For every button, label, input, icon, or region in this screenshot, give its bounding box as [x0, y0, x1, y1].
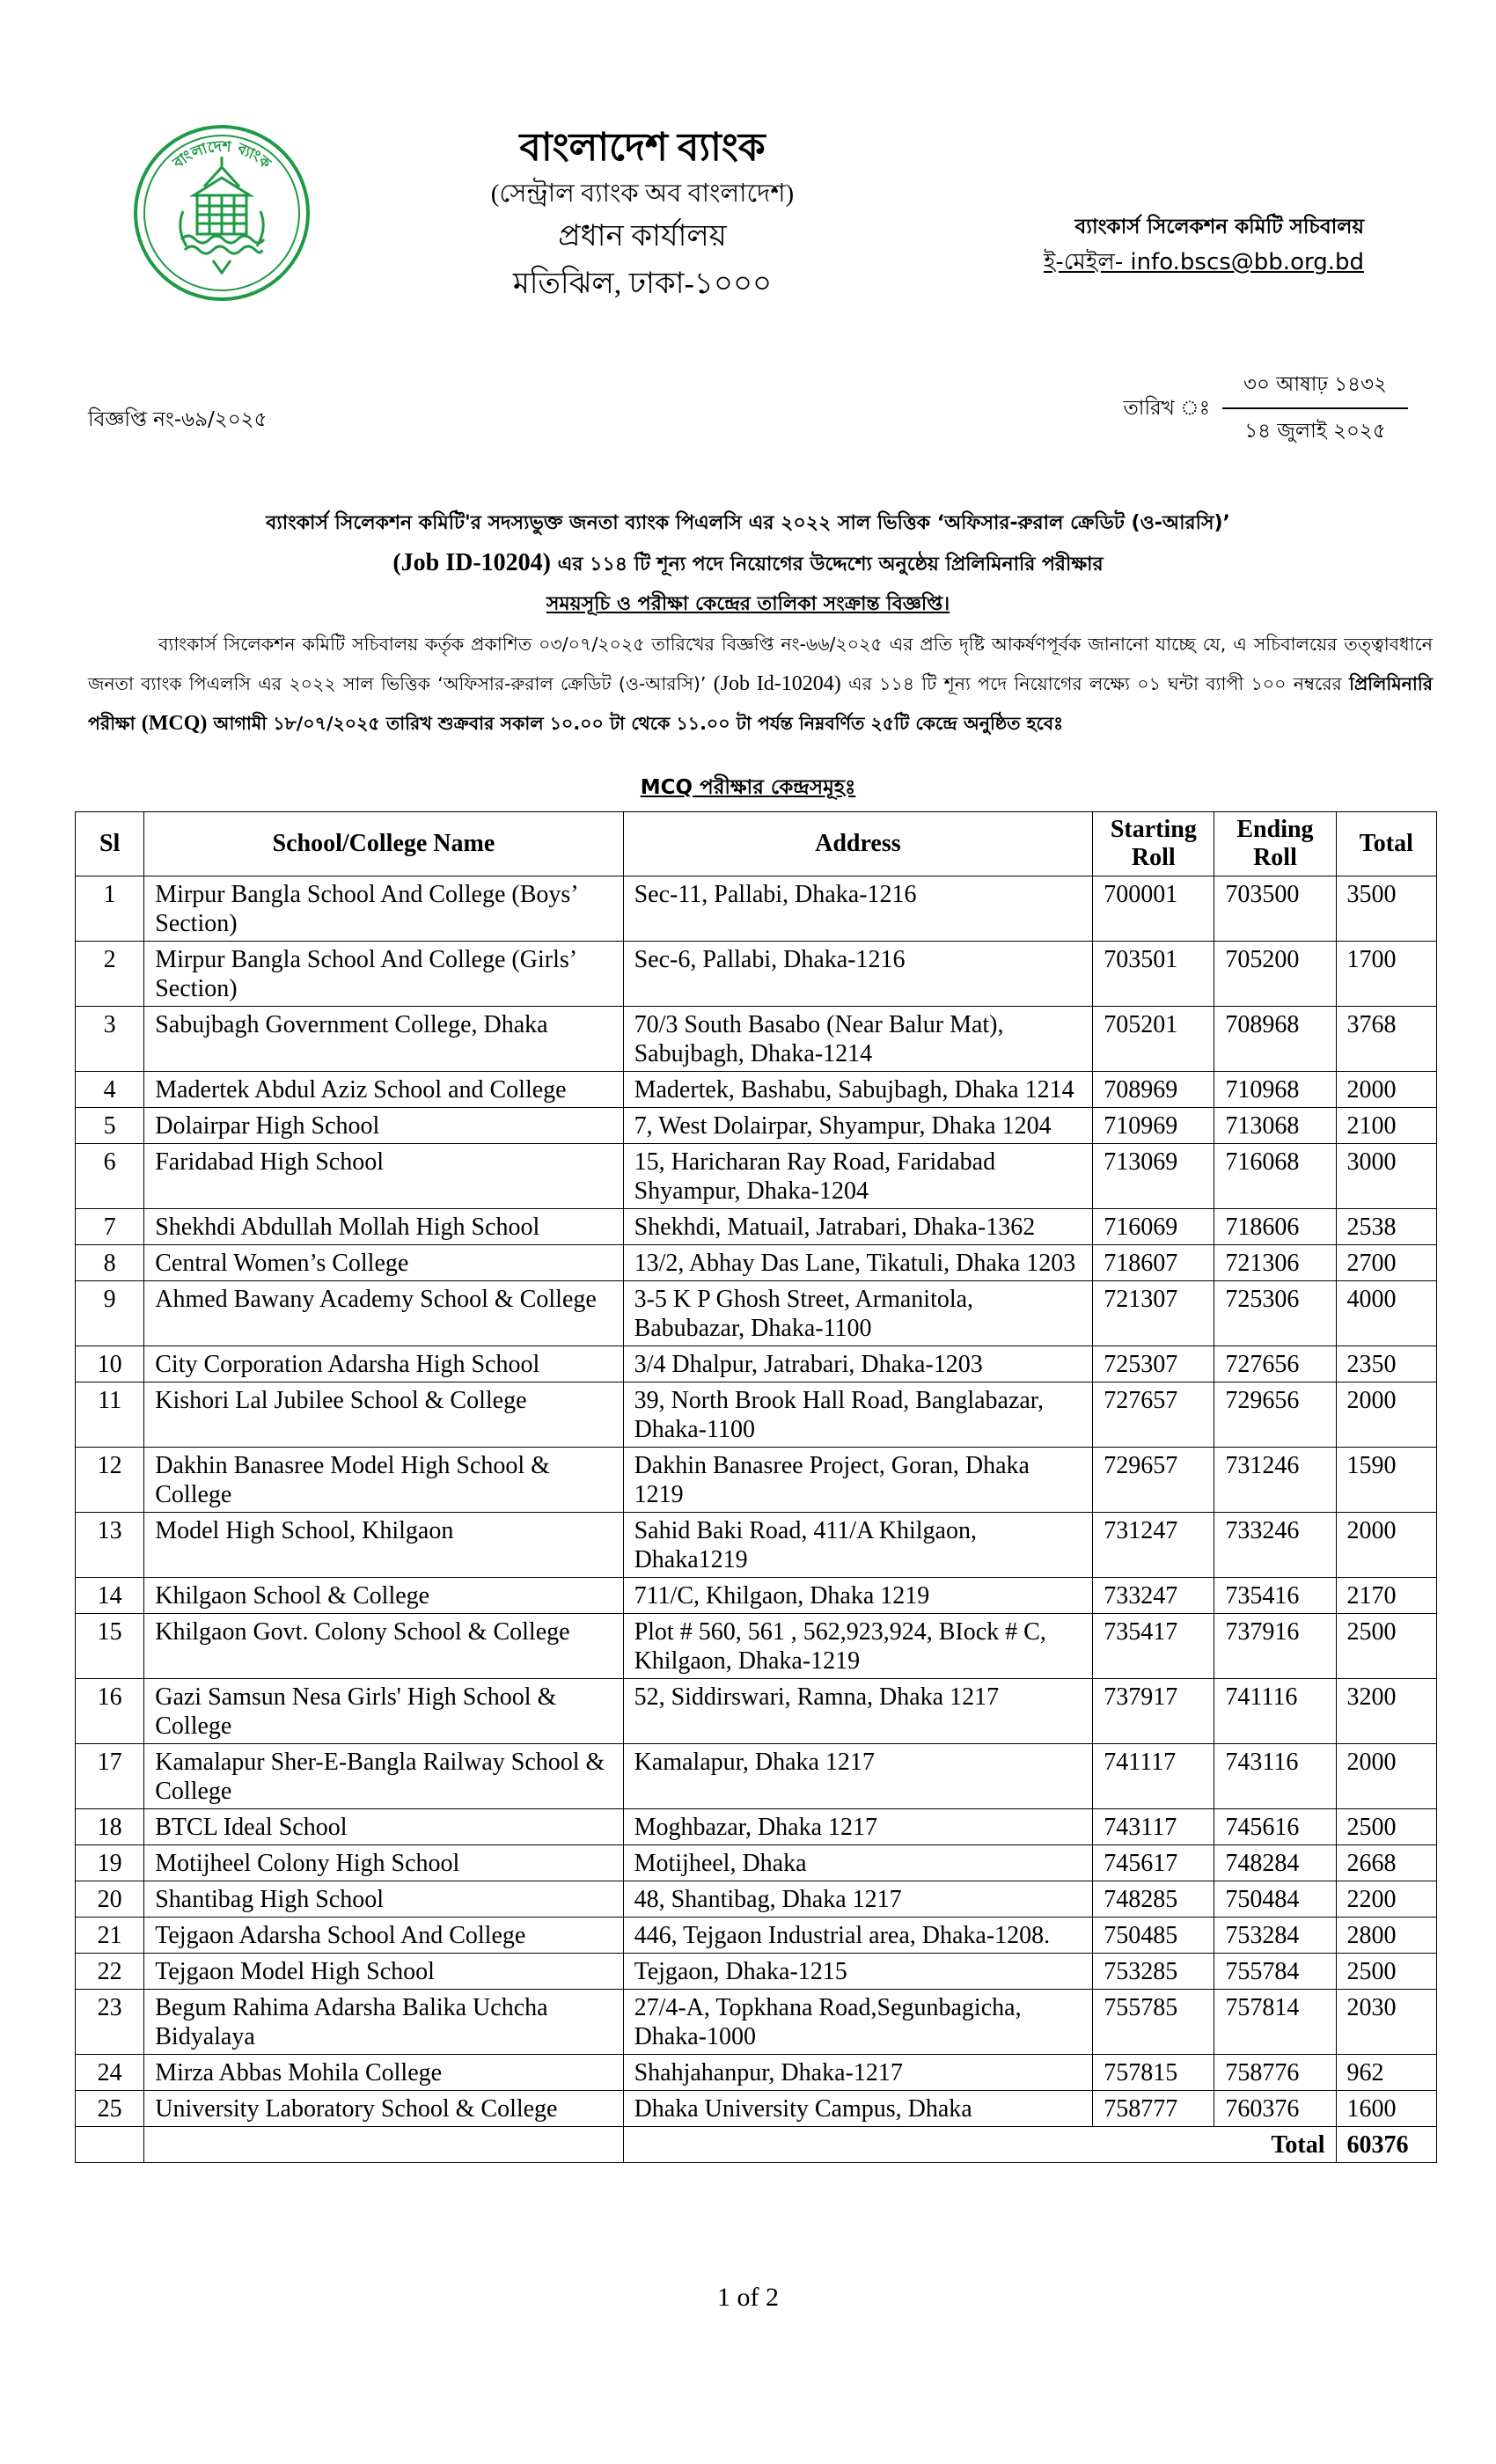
row-sl: 13	[76, 1513, 144, 1578]
row-address: Motijheel, Dhaka	[623, 1845, 1093, 1881]
row-sl: 24	[76, 2055, 144, 2091]
row-ending-roll: 725306	[1214, 1281, 1336, 1346]
row-address: 48, Shantibag, Dhaka 1217	[623, 1881, 1093, 1918]
row-total: 2350	[1336, 1346, 1436, 1382]
row-total: 2500	[1336, 1954, 1436, 1990]
row-ending-roll: 716068	[1214, 1144, 1336, 1209]
row-ending-roll: 760376	[1214, 2091, 1336, 2127]
row-ending-roll: 731246	[1214, 1448, 1336, 1513]
row-address: Kamalapur, Dhaka 1217	[623, 1744, 1093, 1809]
row-address: 27/4-A, Topkhana Road,Segunbagicha, Dhaka-1000	[623, 1990, 1093, 2055]
row-sl: 1	[76, 876, 144, 942]
row-address: 13/2, Abhay Das Lane, Tikatuli, Dhaka 1203	[623, 1245, 1093, 1281]
row-total: 3500	[1336, 876, 1436, 942]
body-part-3: আগামী ১৮/০৭/২০২৫ তারিখ শুক্রবার সকাল ১০.০০ টা থেকে ১১.০০ টা পর্যন্ত নিম্নবর্ণিত ২৫টি কেন্দ্রে অনুষ্ঠিত হবেঃ	[207, 713, 1064, 734]
row-address: Dhaka University Campus, Dhaka	[623, 2091, 1093, 2127]
table-row	[76, 2055, 1437, 2091]
row-address: 70/3 South Basabo (Near Balur Mat), Sabujbagh, Dhaka-1214	[623, 1007, 1093, 1072]
row-ending-roll: 708968	[1214, 1007, 1336, 1072]
subject-line-1: ব্যাংকার্স সিলেকশন কমিটি'র সদস্যভুক্ত জনতা ব্যাংক পিএলসি এর ২০২২ সাল ভিত্তিক ‘অফিসার-রুরাল ক্রেডিট (ও-আরসি)’	[266, 512, 1230, 534]
row-address: Moghbazar, Dhaka 1217	[623, 1809, 1093, 1845]
row-starting-roll: 748285	[1093, 1881, 1214, 1918]
row-sl: 20	[76, 1881, 144, 1918]
header-address: Address	[623, 812, 1093, 876]
row-total: 3200	[1336, 1679, 1436, 1744]
table-row	[76, 942, 1437, 1007]
row-starting-roll: 755785	[1093, 1990, 1214, 2055]
row-ending-roll: 753284	[1214, 1918, 1336, 1954]
row-school-name: Shekhdi Abdullah Mollah High School	[144, 1209, 623, 1245]
row-total: 2030	[1336, 1990, 1436, 2055]
row-ending-roll: 713068	[1214, 1108, 1336, 1144]
row-ending-roll: 703500	[1214, 876, 1336, 942]
row-total: 2000	[1336, 1513, 1436, 1578]
row-total: 2000	[1336, 1744, 1436, 1809]
secretariat-name: ব্যাংকার্স সিলেকশন কমিটি সচিবালয়	[1074, 216, 1364, 238]
row-ending-roll: 729656	[1214, 1382, 1336, 1448]
header-sl: Sl	[76, 812, 144, 876]
header-school-name: School/College Name	[144, 812, 623, 876]
table-row	[76, 1245, 1437, 1281]
table-row	[76, 1954, 1437, 1990]
row-ending-roll: 757814	[1214, 1990, 1336, 2055]
organization-name: বাংলাদেশ ব্যাংক	[519, 126, 766, 169]
total-label: Total	[623, 2127, 1336, 2163]
row-school-name: Khilgaon School & College	[144, 1578, 623, 1614]
date-label: তারিখ ঃ	[1123, 396, 1210, 420]
office-name: প্রধান কার্যালয়	[558, 220, 727, 253]
row-sl: 5	[76, 1108, 144, 1144]
row-address: 7, West Dolairpar, Shyampur, Dhaka 1204	[623, 1108, 1093, 1144]
row-ending-roll: 755784	[1214, 1954, 1336, 1990]
row-starting-roll: 718607	[1093, 1245, 1214, 1281]
row-total: 2538	[1336, 1209, 1436, 1245]
row-sl: 14	[76, 1578, 144, 1614]
row-address: Sec-6, Pallabi, Dhaka-1216	[623, 942, 1093, 1007]
table-body	[76, 876, 1437, 2127]
table-row	[76, 1382, 1437, 1448]
row-total: 1600	[1336, 2091, 1436, 2127]
row-school-name: Dolairpar High School	[144, 1108, 623, 1144]
row-ending-roll: 748284	[1214, 1845, 1336, 1881]
row-starting-roll: 743117	[1093, 1809, 1214, 1845]
svg-text:বাংলাদেশ ব্যাংক: বাংলাদেশ ব্যাংক	[170, 137, 275, 173]
row-starting-roll: 713069	[1093, 1144, 1214, 1209]
body-mcq: (MCQ)	[141, 712, 208, 735]
table-caption: MCQ পরীক্ষার কেন্দ্রসমূহঃ	[640, 776, 856, 799]
row-starting-roll: 753285	[1093, 1954, 1214, 1990]
row-total: 1590	[1336, 1448, 1436, 1513]
table-row	[76, 1578, 1437, 1614]
row-total: 3768	[1336, 1007, 1436, 1072]
row-address: 3-5 K P Ghosh Street, Armanitola, Babubazar, Dhaka-1100	[623, 1281, 1093, 1346]
row-address: Sec-11, Pallabi, Dhaka-1216	[623, 876, 1093, 942]
row-school-name: BTCL Ideal School	[144, 1809, 623, 1845]
row-school-name: University Laboratory School & College	[144, 2091, 623, 2127]
row-starting-roll: 727657	[1093, 1382, 1214, 1448]
table-row	[76, 2091, 1437, 2127]
row-address: 446, Tejgaon Industrial area, Dhaka-1208.	[623, 1918, 1093, 1954]
row-ending-roll: 705200	[1214, 942, 1336, 1007]
row-sl: 17	[76, 1744, 144, 1809]
page-number: 1 of 2	[717, 2283, 779, 2312]
row-total: 2500	[1336, 1809, 1436, 1845]
row-address: Sahid Baki Road, 411/A Khilgaon, Dhaka1219	[623, 1513, 1093, 1578]
row-sl: 9	[76, 1281, 144, 1346]
table-row	[76, 1007, 1437, 1072]
row-address: Shekhdi, Matuail, Jatrabari, Dhaka-1362	[623, 1209, 1093, 1245]
row-total: 2500	[1336, 1614, 1436, 1679]
row-starting-roll: 758777	[1093, 2091, 1214, 2127]
row-school-name: Tejgaon Adarsha School And College	[144, 1918, 623, 1954]
row-school-name: Gazi Samsun Nesa Girls' High School & College	[144, 1679, 623, 1744]
office-address: মতিঝিল, ঢাকা-১০০০	[512, 268, 773, 300]
row-sl: 16	[76, 1679, 144, 1744]
row-sl: 10	[76, 1346, 144, 1382]
row-total: 4000	[1336, 1281, 1436, 1346]
row-school-name: Model High School, Khilgaon	[144, 1513, 623, 1578]
row-sl: 18	[76, 1809, 144, 1845]
table-row	[76, 1881, 1437, 1918]
row-total: 2800	[1336, 1918, 1436, 1954]
row-starting-roll: 731247	[1093, 1513, 1214, 1578]
row-school-name: Shantibag High School	[144, 1881, 623, 1918]
body-job-id: (Job Id-10204)	[713, 672, 841, 695]
row-ending-roll: 733246	[1214, 1513, 1336, 1578]
row-total: 962	[1336, 2055, 1436, 2091]
row-address: Tejgaon, Dhaka-1215	[623, 1954, 1093, 1990]
table-header-row	[76, 812, 1437, 876]
row-ending-roll: 750484	[1214, 1881, 1336, 1918]
row-starting-roll: 757815	[1093, 2055, 1214, 2091]
row-school-name: Kamalapur Sher-E-Bangla Railway School & College	[144, 1744, 623, 1809]
row-ending-roll: 758776	[1214, 2055, 1336, 2091]
row-sl: 23	[76, 1990, 144, 2055]
row-starting-roll: 710969	[1093, 1108, 1214, 1144]
row-total: 2200	[1336, 1881, 1436, 1918]
body-part-2: এর ১১৪ টি শূন্য পদে নিয়োগের লক্ষ্যে ০১ ঘন্টা ব্যাপী ১০০ নম্বরের	[840, 673, 1350, 694]
table-row	[76, 1281, 1437, 1346]
table-row	[76, 876, 1437, 942]
table-row	[76, 1448, 1437, 1513]
row-sl: 6	[76, 1144, 144, 1209]
row-school-name: City Corporation Adarsha High School	[144, 1346, 623, 1382]
row-starting-roll: 750485	[1093, 1918, 1214, 1954]
row-starting-roll: 708969	[1093, 1072, 1214, 1108]
row-sl: 8	[76, 1245, 144, 1281]
bangladesh-bank-logo-icon	[132, 123, 312, 304]
row-ending-roll: 721306	[1214, 1245, 1336, 1281]
header-total: Total	[1336, 812, 1436, 876]
table-total-row	[76, 2127, 1437, 2163]
row-total: 2700	[1336, 1245, 1436, 1281]
row-ending-roll: 727656	[1214, 1346, 1336, 1382]
table-row	[76, 1614, 1437, 1679]
row-sl: 12	[76, 1448, 144, 1513]
row-starting-roll: 741117	[1093, 1744, 1214, 1809]
row-starting-roll: 703501	[1093, 942, 1214, 1007]
table-row	[76, 1918, 1437, 1954]
row-sl: 22	[76, 1954, 144, 1990]
header-starting-roll: Starting Roll	[1093, 812, 1214, 876]
table-row	[76, 1845, 1437, 1881]
table-row	[76, 1346, 1437, 1382]
row-school-name: Khilgaon Govt. Colony School & College	[144, 1614, 623, 1679]
date-block	[1124, 368, 1408, 449]
body-part-1: ব্যাংকার্স সিলেকশন কমিটি সচিবালয় কর্তৃক প্রকাশিত ০৩/০৭/২০২৫ তারিখের বিজ্ঞপ্তি নং-৬৬/২০২৫ এর প্রতি দৃষ্টি আকর্ষণপূর্বক জানানো যাচ্ছে যে, এ সচিবালয়ের তত্ত্বাবধানে জনতা ব্যাংক পিএলসি এর ২০২২ সাল ভিত্তিক ‘অফিসার-রুরাল ক্রেডিট (ও-আরসি)’	[88, 634, 1433, 694]
row-starting-roll: 737917	[1093, 1679, 1214, 1744]
row-total: 2668	[1336, 1845, 1436, 1881]
table-row	[76, 1513, 1437, 1578]
row-school-name: Madertek Abdul Aziz School and College	[144, 1072, 623, 1108]
row-total: 1700	[1336, 942, 1436, 1007]
row-ending-roll: 718606	[1214, 1209, 1336, 1245]
row-ending-roll: 745616	[1214, 1809, 1336, 1845]
row-address: Shahjahanpur, Dhaka-1217	[623, 2055, 1093, 2091]
row-sl: 3	[76, 1007, 144, 1072]
row-school-name: Mirza Abbas Mohila College	[144, 2055, 623, 2091]
date-stack	[1222, 368, 1408, 449]
date-gregorian: ১৪ জুলাই ২০২৫	[1244, 420, 1386, 443]
row-school-name: Mirpur Bangla School And College (Boys’ Section)	[144, 876, 623, 942]
secretariat-block	[1044, 209, 1364, 280]
row-school-name: Dakhin Banasree Model High School & College	[144, 1448, 623, 1513]
row-address: 711/C, Khilgaon, Dhaka 1219	[623, 1578, 1093, 1614]
row-sl: 4	[76, 1072, 144, 1108]
secretariat-email-link[interactable]: ই-মেইল- info.bscs@bb.org.bd	[1043, 249, 1364, 275]
row-total: 2170	[1336, 1578, 1436, 1614]
row-school-name: Central Women’s College	[144, 1245, 623, 1281]
row-total: 2100	[1336, 1108, 1436, 1144]
row-starting-roll: 733247	[1093, 1578, 1214, 1614]
table-row	[76, 1209, 1437, 1245]
row-total: 2000	[1336, 1382, 1436, 1448]
row-starting-roll: 729657	[1093, 1448, 1214, 1513]
row-address: 52, Siddirswari, Ramna, Dhaka 1217	[623, 1679, 1093, 1744]
row-starting-roll: 745617	[1093, 1845, 1214, 1881]
row-starting-roll: 716069	[1093, 1209, 1214, 1245]
row-sl: 7	[76, 1209, 144, 1245]
header-ending-roll: Ending Roll	[1214, 812, 1336, 876]
row-starting-roll: 725307	[1093, 1346, 1214, 1382]
row-school-name: Faridabad High School	[144, 1144, 623, 1209]
body-exam-name: প্রিলিমিনারি পরীক্ষা	[88, 673, 1433, 734]
row-address: 39, North Brook Hall Road, Banglabazar, Dhaka-1100	[623, 1382, 1093, 1448]
row-address: Madertek, Bashabu, Sabujbagh, Dhaka 1214	[623, 1072, 1093, 1108]
row-ending-roll: 743116	[1214, 1744, 1336, 1809]
row-ending-roll: 741116	[1214, 1679, 1336, 1744]
grand-total: 60376	[1336, 2127, 1436, 2163]
row-starting-roll: 721307	[1093, 1281, 1214, 1346]
row-school-name: Mirpur Bangla School And College (Girls’ Section)	[144, 942, 623, 1007]
subject-line-3: সময়সূচি ও পরীক্ষা কেন্দ্রের তালিকা সংক্রান্ত বিজ্ঞপ্তি।	[546, 593, 950, 615]
notice-number: বিজ্ঞপ্তি নং-৬৯/২০২৫	[88, 408, 268, 431]
table-row	[76, 1108, 1437, 1144]
table-row	[76, 1144, 1437, 1209]
row-sl: 25	[76, 2091, 144, 2127]
row-address: Plot # 560, 561 , 562,923,924, BIock # C, Khilgaon, Dhaka-1219	[623, 1614, 1093, 1679]
row-ending-roll: 737916	[1214, 1614, 1336, 1679]
row-address: 15, Haricharan Ray Road, Faridabad Shyampur, Dhaka-1204	[623, 1144, 1093, 1209]
row-address: Dakhin Banasree Project, Goran, Dhaka 1219	[623, 1448, 1093, 1513]
row-total: 2000	[1336, 1072, 1436, 1108]
exam-centers-table	[75, 811, 1437, 2163]
date-bangla: ৩০ আষাঢ় ১৪৩২	[1222, 368, 1408, 409]
row-total: 3000	[1336, 1144, 1436, 1209]
row-ending-roll: 710968	[1214, 1072, 1336, 1108]
row-sl: 2	[76, 942, 144, 1007]
notice-subject	[114, 503, 1382, 624]
row-school-name: Begum Rahima Adarsha Balika Uchcha Bidyalaya	[144, 1990, 623, 2055]
row-ending-roll: 735416	[1214, 1578, 1336, 1614]
row-sl: 19	[76, 1845, 144, 1881]
subject-line-2	[114, 543, 1382, 584]
row-school-name: Kishori Lal Jubilee School & College	[144, 1382, 623, 1448]
table-row	[76, 1809, 1437, 1845]
table-row	[76, 1679, 1437, 1744]
organization-subtitle: (সেন্ট্রাল ব্যাংক অব বাংলাদেশ)	[490, 180, 795, 208]
row-address: 3/4 Dhalpur, Jatrabari, Dhaka-1203	[623, 1346, 1093, 1382]
table-row	[76, 1744, 1437, 1809]
row-starting-roll: 700001	[1093, 876, 1214, 942]
subject-line-2-text: এর ১১৪ টি শূন্য পদে নিয়োগের উদ্দেশ্যে অনুষ্ঠেয় প্রিলিমিনারি পরীক্ষার	[551, 554, 1104, 576]
row-sl: 15	[76, 1614, 144, 1679]
table-row	[76, 1072, 1437, 1108]
row-sl: 21	[76, 1918, 144, 1954]
row-school-name: Motijheel Colony High School	[144, 1845, 623, 1881]
row-sl: 11	[76, 1382, 144, 1448]
row-school-name: Sabujbagh Government College, Dhaka	[144, 1007, 623, 1072]
row-starting-roll: 735417	[1093, 1614, 1214, 1679]
row-starting-roll: 705201	[1093, 1007, 1214, 1072]
notice-body	[88, 625, 1433, 744]
row-school-name: Ahmed Bawany Academy School & College	[144, 1281, 623, 1346]
row-school-name: Tejgaon Model High School	[144, 1954, 623, 1990]
letterhead-center	[422, 121, 862, 308]
subject-job-id: (Job ID-10204)	[392, 549, 552, 576]
table-row	[76, 1990, 1437, 2055]
